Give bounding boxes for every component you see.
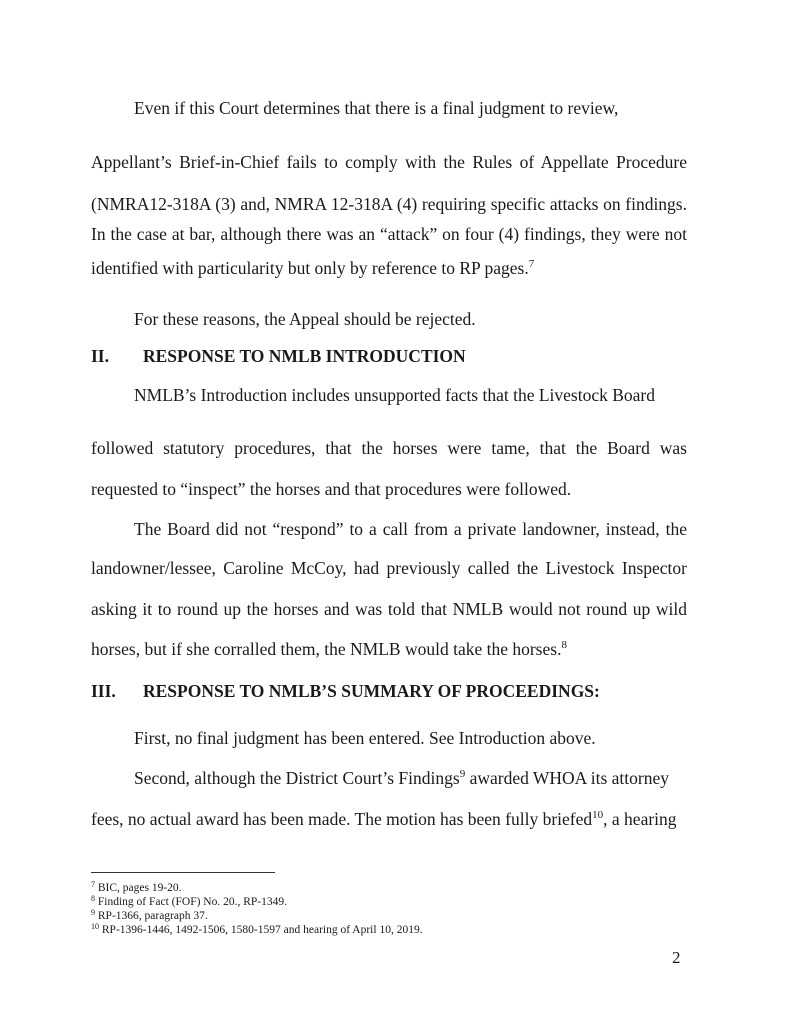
paragraph-4-line-4-text: horses, but if she corralled them, the NMLB would take the horses.	[91, 639, 562, 659]
footnote-9	[91, 909, 208, 924]
page-number: 2	[672, 948, 681, 967]
section-heading-2-number: II.	[91, 346, 109, 366]
paragraph-4-line-2: landowner/lessee, Caroline McCoy, had previously called the Livestock Inspector	[91, 558, 687, 578]
footnote-ref-7[interactable]: 7	[528, 258, 535, 270]
paragraph-3-line-2: followed statutory procedures, that the horses were tame, that the Board was	[91, 438, 687, 458]
paragraph-6-line-2-a: fees, no actual award has been made. The motion has been fully briefed	[91, 809, 593, 829]
footnote-text: RP-1366, paragraph 37.	[95, 910, 208, 922]
footnote-text: RP-1396-1446, 1492-1506, 1580-1597 and hearing of April 10, 2019.	[99, 924, 423, 936]
footnote-ref-10[interactable]: 10	[592, 809, 604, 821]
section-heading-3-number: III.	[91, 681, 116, 701]
paragraph-2-line-1: For these reasons, the Appeal should be rejected.	[134, 309, 476, 329]
footnote-ref-8[interactable]: 8	[561, 639, 567, 651]
paragraph-6-line-1-b: awarded WHOA its attorney	[465, 768, 669, 788]
section-heading-2-title: RESPONSE TO NMLB INTRODUCTION	[143, 346, 466, 366]
paragraph-4-line-1: The Board did not “respond” to a call from a private landowner, instead, the	[134, 519, 687, 539]
footnote-mark: 10	[91, 922, 99, 931]
paragraph-6-line-1	[134, 767, 669, 792]
footnote-mark: 9	[91, 908, 95, 917]
paragraph-6-line-1-a: Second, although the District Court’s Findings	[134, 768, 460, 788]
footnote-mark: 8	[91, 894, 95, 903]
paragraph-1-line-3: (NMRA12-318A (3) and, NMRA 12-318A (4) requiring specific attacks on findings.	[91, 194, 687, 214]
paragraph-6-line-2-b: , a hearing	[603, 809, 677, 829]
paragraph-4-line-3: asking it to round up the horses and was told that NMLB would not round up wild	[91, 599, 687, 619]
footnote-text: Finding of Fact (FOF) No. 20., RP-1349.	[95, 896, 287, 908]
footnote-8	[91, 895, 287, 910]
paragraph-6-line-2	[91, 808, 677, 833]
section-heading-3-title: RESPONSE TO NMLB’S SUMMARY OF PROCEEDINGS:	[143, 681, 600, 701]
paragraph-1-line-5-text: identified with particularity but only by reference to RP pages.	[91, 258, 529, 278]
footnote-10	[91, 923, 423, 938]
footnote-7	[91, 881, 182, 896]
paragraph-1-line-1: Even if this Court determines that there is a final judgment to review,	[134, 98, 619, 118]
footnote-text: BIC, pages 19-20.	[95, 882, 182, 894]
footnote-separator	[91, 872, 275, 873]
paragraph-3-line-1: NMLB’s Introduction includes unsupported facts that the Livestock Board	[134, 385, 656, 405]
footnote-mark: 7	[91, 880, 95, 889]
paragraph-5-line-1: First, no final judgment has been entered. See Introduction above.	[134, 728, 596, 748]
paragraph-3-line-3: requested to “inspect” the horses and that procedures were followed.	[91, 479, 572, 499]
paragraph-1-line-2: Appellant’s Brief-in-Chief fails to comply with the Rules of Appellate Procedure	[91, 152, 687, 172]
paragraph-1-line-4: In the case at bar, although there was an “attack” on four (4) findings, they were not	[91, 224, 687, 244]
footnote-ref-9[interactable]: 9	[459, 768, 466, 780]
